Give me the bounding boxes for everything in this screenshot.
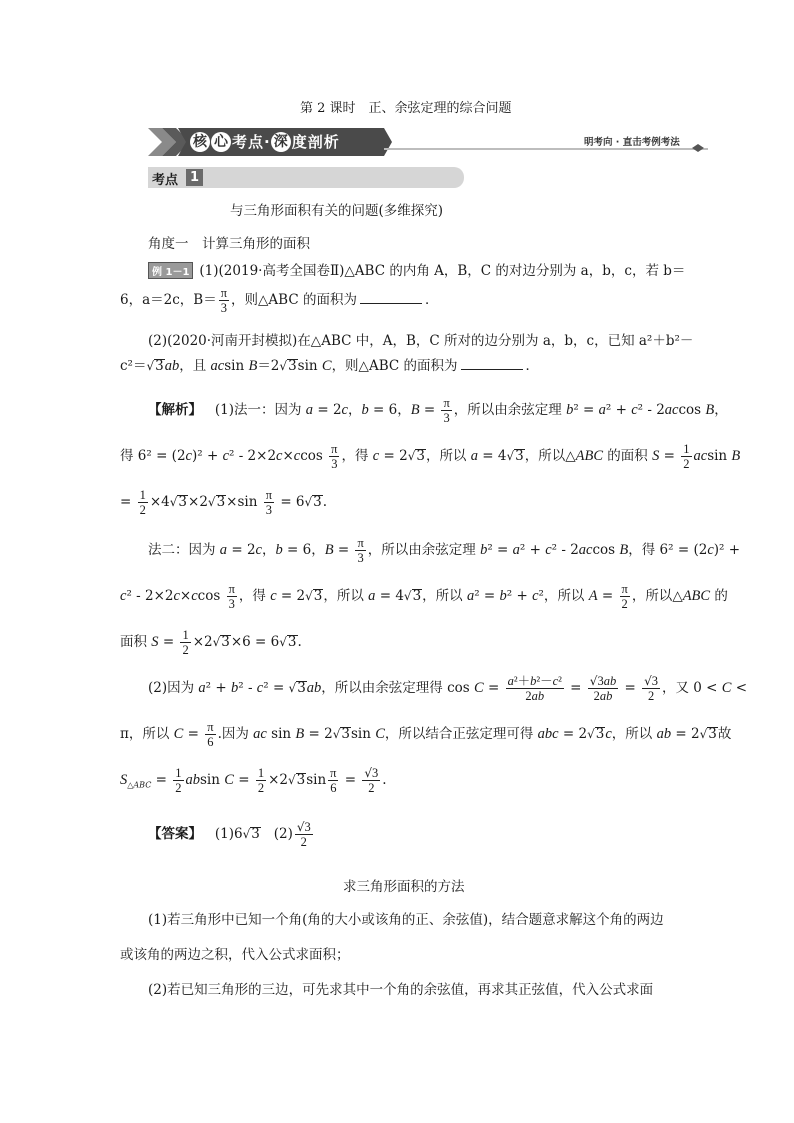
banner-char-5: ·: [264, 132, 270, 151]
hence-text: 所以: [538, 448, 566, 464]
example-1-text-a: △ABC 的内角 A，B，C 的对边分别为 a，b，c，若 b＝: [344, 263, 686, 279]
hence-text: 所以: [142, 726, 170, 742]
lesson-title: 第 2 课时 正、余弦定理的综合问题: [300, 101, 512, 116]
method-line-2: 或该角的两边之积，代入公式求面积；: [120, 947, 350, 963]
fraction-pi-over-3: $\frac{\pi}{3}$: [220, 286, 228, 315]
example-2-line-1: [148, 332, 693, 350]
hence-text: 所以: [645, 588, 673, 604]
solution-line-2: 得 6² = (2c)² + c² - 2×2c×ccos $\frac{\pi}{3}$ ，得 c = 2√3，所以 a = 4√3，所以△ABC 的面积 S = $\frac{1}{2}$ acsin B: [120, 442, 741, 471]
method-line-1: (1)若三角形中已知一个角(角的大小或该角的正、余弦值)，结合题意求解这个角的两边: [148, 912, 664, 928]
so-cos-text: 所以由余弦定理: [381, 542, 476, 558]
banner-right-text: 明考向 · 直击考例考法: [584, 137, 680, 148]
answer-line: 【答案】 (1)6√3 (2) $\frac{√3}{2}$: [148, 820, 311, 849]
method-2-intro: 法二：因为: [148, 542, 216, 558]
get-text: 得: [252, 588, 266, 604]
solution-line-4: 法二：因为 a = 2c，b = 6，B = $\frac{\pi}{3}$ ，所以由余弦定理 b² = a² + c² - 2accos B，得 6² = (2c)² +: [148, 536, 741, 565]
method-1-intro: (1)法一：因为: [214, 402, 302, 418]
so-cos-text: 所以由余弦定理: [467, 402, 562, 418]
section-banner: [148, 128, 708, 156]
answer-2: (2): [273, 826, 293, 842]
banner-char-7: 度: [291, 133, 307, 151]
area-word: 的面积: [607, 448, 648, 464]
hence-text: 所以: [336, 588, 364, 604]
example-2-text-a: 在△ABC 中，A，B，C 所对的边分别为 a，b，c，已知 a²＋b²－: [297, 333, 694, 349]
banner-char-9: 析: [323, 133, 339, 151]
solution-label: 【解析】: [148, 402, 202, 418]
solution-line-7: (2)因为 a² + b² - c² = √3ab，所以由余弦定理得 cos C = $\frac{\text{a²＋b²－c²}}{2ab}$ = $\frac{√3ab}{2ab}$ = $\frac{√3}{2}$ ，又 0 < C <: [148, 674, 748, 703]
example-2-text-b: ，则△ABC 的面积为: [331, 358, 458, 374]
method-line-3: (2)若已知三角形的三边，可先求其中一个角的余弦值，再求其正弦值，代入公式求面: [148, 982, 654, 998]
hence-text: 所以: [439, 448, 467, 464]
banner-char-6: 深: [271, 132, 291, 152]
get-text: 得: [120, 448, 134, 464]
section-title: 与三角形面积有关的问题(多维探究): [230, 203, 444, 219]
example-2-line-2: c²＝√3ab，且 acsin B＝2√3sin C，则△ABC 的面积为 ．: [120, 358, 539, 374]
example-1-text-b: 6，a＝2c，B＝: [120, 292, 217, 308]
part-2-therefore: 故: [717, 726, 732, 742]
solution-line-9: $S_{\triangle ABC}$ = $\frac{1}{2}$ absin C = $\frac{1}{2}$ ×2√3sin $\frac{\pi}{6}$ = $\frac{√3}{2}$ .: [120, 766, 387, 795]
solution-line-1: 【解析】 (1)法一：因为 a = 2c，b = 6，B = $\frac{\pi}{3}$ ，所以由余弦定理 b² = a² + c² - 2accos B，: [148, 396, 728, 425]
example-line-2: 6，a＝2c，B＝ $\frac{\pi}{3}$ ，则△ABC 的面积为 ．: [120, 286, 439, 315]
solution-line-8: π，所以 C = $\frac{\pi}{6}$ .因为 ac sin B = 2√3sin C，所以结合正弦定理可得 abc = 2√3c，所以 ab = 2√3故: [120, 720, 732, 749]
kaodian-bar: [148, 167, 464, 188]
answer-blank-2[interactable]: [461, 357, 523, 370]
kaodian-number: 1: [186, 169, 203, 186]
solution-line-6: 面积 S = $\frac{1}{2}$ ×2√3×6 = 6√3.: [120, 628, 302, 657]
banner-char-8: 剖: [307, 133, 323, 151]
example-line-1: [148, 262, 685, 280]
example-1-source: (1)(2019·高考全国卷Ⅱ): [199, 263, 345, 279]
part-2-then: 所以由余弦定理得: [334, 680, 443, 696]
example-1-text-c: ，则△ABC 的面积为: [231, 292, 357, 308]
banner-char-2: 心: [211, 132, 231, 152]
method-title: 求三角形面积的方法: [343, 879, 465, 895]
part-2-intro: (2)因为: [148, 680, 195, 696]
get-text: 得: [354, 448, 369, 464]
part-2-since2: 因为: [221, 726, 249, 742]
example-2-source: (2)(2020·河南开封模拟): [148, 333, 298, 349]
angle-heading: 角度一 计算三角形的面积: [148, 236, 310, 252]
solution-line-5: c² - 2×2c×ccos $\frac{\pi}{3}$ ，得 c = 2√3，所以 a = 4√3，所以 a² = b² + c²，所以 A = $\frac{\pi}{2}$ ，所以△ABC 的: [120, 582, 728, 611]
area-plain-text: 面积: [120, 634, 147, 650]
hence-text: 所以: [557, 588, 585, 604]
answer-1: (1)6: [214, 826, 243, 842]
answer-blank-1[interactable]: [360, 291, 422, 304]
example-badge: 例 1－1: [148, 262, 193, 279]
banner-char-3: 考: [232, 133, 248, 151]
part-2-since: ，又: [662, 680, 690, 696]
hence-text: 所以: [435, 588, 463, 604]
banner-char-4: 点: [248, 133, 264, 151]
banner-char-1: 核: [190, 132, 210, 152]
part-2-combine: 所以结合正弦定理可得: [398, 726, 534, 742]
hence-text: 所以: [625, 726, 653, 742]
get-text: 得: [641, 542, 656, 558]
solution-line-3: = $\frac{1}{2}$ ×4√3×2√3×sin $\frac{\pi}{3}$ = 6√3.: [120, 488, 328, 517]
answer-label: 【答案】: [148, 826, 202, 842]
kaodian-label: 考点: [152, 173, 179, 188]
